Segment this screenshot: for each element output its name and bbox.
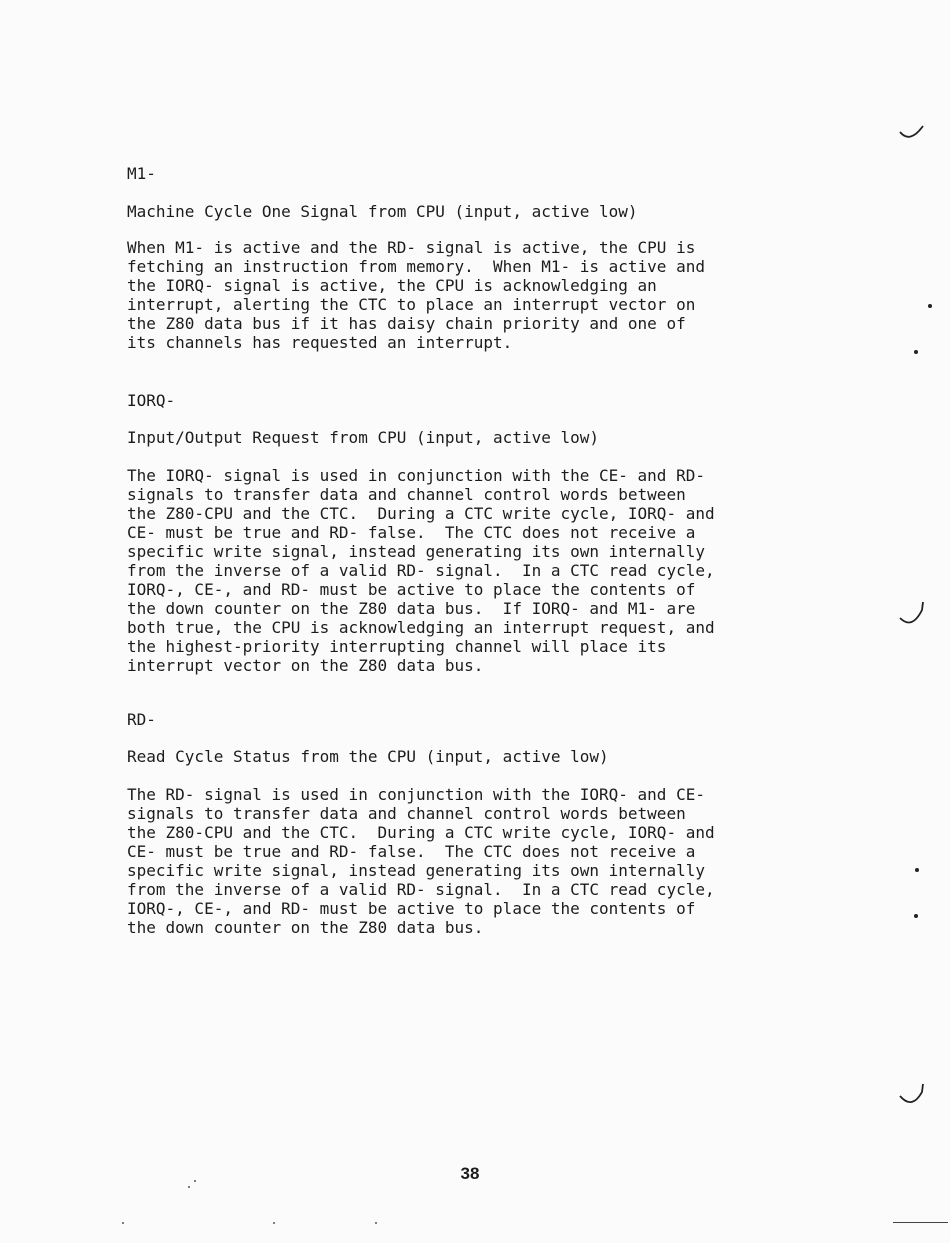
margin-dot — [914, 350, 918, 354]
margin-check-mark-icon — [898, 600, 926, 630]
scan-speck — [122, 1222, 124, 1224]
section-subtitle-iorq: Input/Output Request from CPU (input, active low) — [127, 428, 600, 447]
page-number: 38 — [460, 1164, 480, 1183]
scan-speck — [188, 1186, 190, 1188]
scan-speck — [194, 1180, 196, 1182]
section-subtitle-rd: Read Cycle Status from the CPU (input, active low) — [127, 747, 609, 766]
section-subtitle-m1: Machine Cycle One Signal from CPU (input, active low) — [127, 202, 638, 221]
section-body-m1: When M1- is active and the RD- signal is active, the CPU is fetching an instruction from memory. When M1- is active and the IORQ- signal is active, the CPU is acknowledging an interrupt, alerting the CTC to place an interrupt vector on the Z80 data bus if it has daisy chain priority and one of its channels has requested an interrupt. — [127, 238, 705, 352]
section-body-iorq: The IORQ- signal is used in conjunction with the CE- and RD- signals to transfer data and channel control words between the Z80-CPU and the CTC. During a CTC write cycle, IORQ- and CE- must be true and RD- false. The CTC does not receive a specific write signal, instead generating its own internally from the inverse of a valid RD- signal. In a CTC read cycle, IORQ-, CE-, and RD- must be active to place the contents of the down counter on the Z80 data bus. If IORQ- and M1- are both true, the CPU is acknowledging an interrupt request, and the highest-priority interrupting channel will place its interrupt vector on the Z80 data bus. — [127, 466, 715, 675]
scan-speck — [375, 1222, 377, 1224]
section-heading-rd: RD- — [127, 710, 156, 729]
margin-check-mark-icon — [898, 122, 926, 146]
bottom-edge-rule — [893, 1222, 948, 1223]
margin-dot — [915, 868, 919, 872]
section-heading-m1: M1- — [127, 164, 156, 183]
margin-check-mark-icon — [898, 1082, 926, 1110]
margin-dot — [914, 914, 918, 918]
scan-speck — [273, 1222, 275, 1224]
section-body-rd: The RD- signal is used in conjunction with the IORQ- and CE- signals to transfer data and channel control words between the Z80-CPU and the CTC. During a CTC write cycle, IORQ- and CE- must be true and RD- false. The CTC does not receive a specific write signal, instead generating its own internally from the inverse of a valid RD- signal. In a CTC read cycle, IORQ-, CE-, and RD- must be active to place the contents of the down counter on the Z80 data bus. — [127, 785, 715, 937]
margin-dot — [928, 304, 932, 308]
section-heading-iorq: IORQ- — [127, 391, 176, 410]
